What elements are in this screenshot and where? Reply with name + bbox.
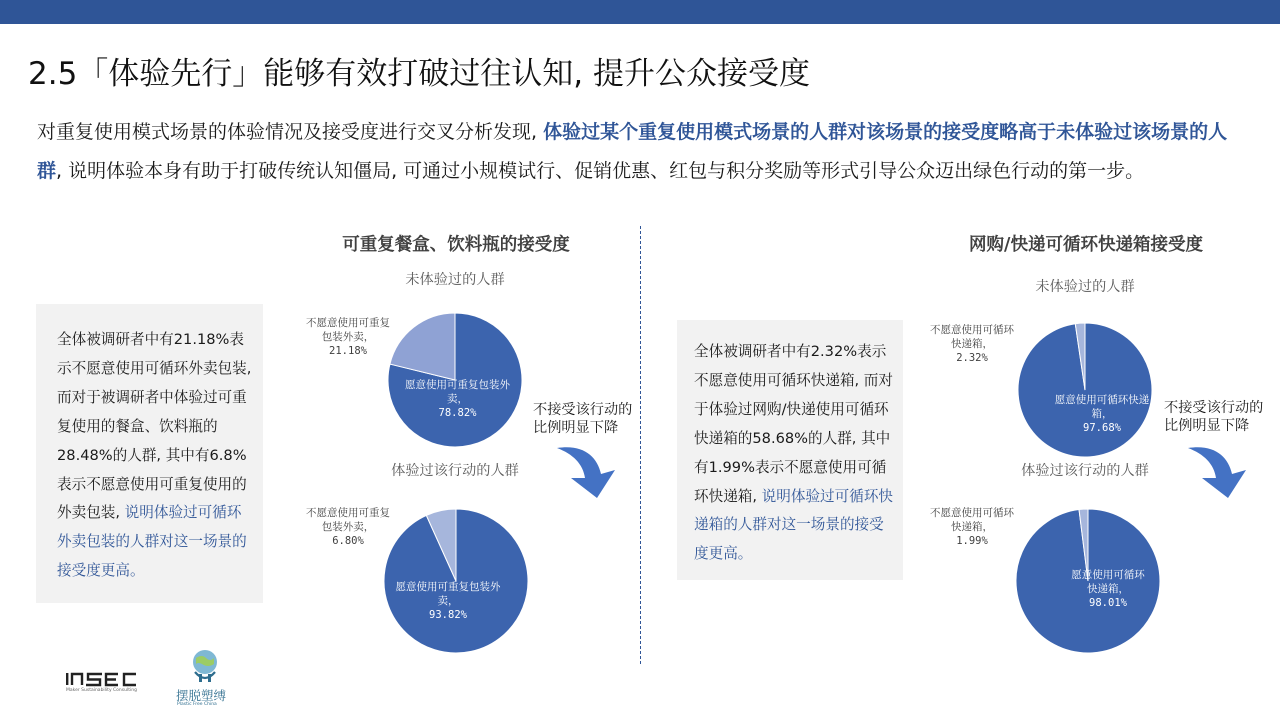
page-title: 2.5「体验先行」能够有效打破过往认知, 提升公众接受度 — [28, 56, 811, 92]
insight-highlight: 说明体验过可循环快递箱的人群对这一场景的接受度更高。 — [694, 487, 894, 563]
pie-label-willing-text: 愿意使用可重复包装外卖， 93.82% — [395, 581, 501, 621]
pie-label-willing — [1052, 393, 1152, 453]
pie-label-unwilling — [302, 316, 394, 376]
chart-title-express-box: 网购/快递可循环快递箱接受度 — [969, 235, 1203, 255]
pie-label-willing — [400, 378, 515, 438]
pie-label-unwilling-text: 不愿意使用可循环快递箱， 2.32% — [930, 324, 1014, 364]
pie-subtitle-tableware-experienced: 体验过该行动的人群 — [391, 463, 519, 479]
pie-chart-express-inexperienced — [930, 315, 1165, 465]
insight-text: 全体被调研者中有2.32%表示不愿意使用可循环快递箱, 而对于体验过网购/快递使用可循环快递箱的58.68%的人群, 其中有1.99%表示不愿意使用可循环快递箱, — [694, 343, 893, 505]
section-divider — [640, 226, 641, 664]
pie-subtitle-express-inexperienced: 未体验过的人群 — [1035, 279, 1135, 295]
pie-subtitle-tableware-inexperienced: 未体验过的人群 — [405, 272, 505, 288]
arrow-caption-left — [533, 401, 632, 437]
pie-label-willing — [388, 580, 508, 640]
arrow-caption-right — [1164, 399, 1263, 435]
pie-label-willing-text: 愿意使用可循环快递箱， 97.68% — [1054, 394, 1150, 434]
intro-text-end: , 说明体验本身有助于打破传统认知僵局, 可通过小规模试行、促销优惠、红包与积分奖励等形式引导公众迈出绿色行动的第一步。 — [56, 159, 1145, 182]
curved-down-arrow-icon — [555, 440, 625, 500]
pie-label-unwilling — [302, 506, 394, 566]
pie-label-willing-text: 愿意使用可循环快递箱， 98.01% — [1071, 569, 1145, 609]
intro-text: 对重复使用模式场景的体验情况及接受度进行交叉分析发现, — [37, 121, 544, 143]
top-accent-bar — [0, 0, 1280, 24]
pie-label-unwilling-text: 不愿意使用可循环快递箱， 1.99% — [930, 507, 1014, 547]
pie-label-unwilling — [930, 323, 1014, 383]
insight-box-express-box — [677, 320, 903, 580]
insight-highlight: 说明体验过可循环外卖包装的人群对这一场景的接受度更高。 — [57, 504, 247, 580]
insight-box-tableware — [36, 304, 263, 603]
plastic-free-china-logo-icon — [190, 648, 220, 684]
intro-highlight: 体验过某个重复使用模式场景的人群对该场景的接受度略高于未体验过该场景的人群 — [37, 121, 1228, 182]
pie-subtitle-express-experienced: 体验过该行动的人群 — [1021, 463, 1149, 479]
arrow-caption-right-text: 不接受该行动的 比例明显下降 — [1164, 400, 1264, 434]
pie-chart-tableware-inexperienced — [300, 310, 530, 460]
pie-chart-tableware-experienced — [300, 500, 540, 660]
plastic-free-china-logo-name: 摆脱塑缚 — [176, 688, 227, 703]
pie-chart-express-experienced — [930, 500, 1170, 660]
pie-label-unwilling-text: 不愿意使用可重复包装外卖， 6.80% — [306, 507, 390, 547]
pie-label-unwilling — [930, 506, 1014, 566]
curved-down-arrow-icon — [1186, 440, 1256, 500]
intro-paragraph — [37, 113, 1237, 190]
chart-title-tableware: 可重复餐盒、饮料瓶的接受度 — [342, 235, 570, 255]
insight-text: 全体被调研者中有21.18%表示不愿意使用可循环外卖包装, 而对于被调研者中体验过可重复使用的餐盒、饮料瓶的28.48%的人群, 其中有6.8%表示不愿意使用可重复使用的外卖包装, — [57, 331, 252, 522]
pie-label-unwilling-text: 不愿意使用可重复包装外卖， 21.18% — [306, 317, 390, 357]
plastic-free-china-logo-caption: Plastic Free China — [177, 702, 217, 707]
insc-logo-caption: Maker Sustainability Consulting — [66, 688, 137, 693]
arrow-caption-left-text: 不接受该行动的 比例明显下降 — [533, 402, 633, 436]
insc-logo — [66, 671, 138, 687]
pie-label-willing-text: 愿意使用可重复包装外卖， 78.82% — [405, 379, 510, 419]
pie-label-willing — [1068, 568, 1148, 628]
